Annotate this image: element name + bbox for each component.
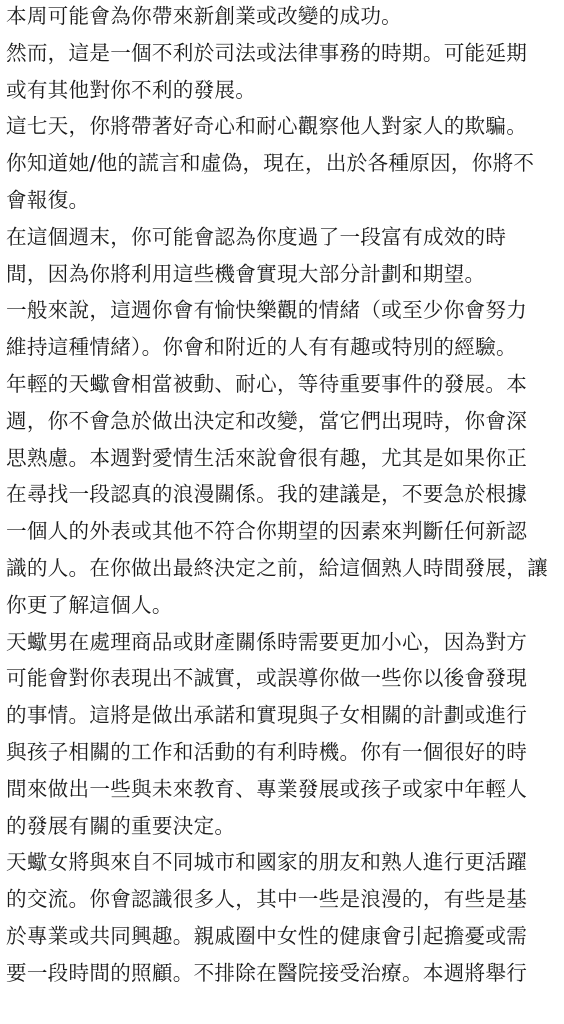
text-line: 可能會對你表現出不誠實，或誤導你做一些你以後會發現 [6,666,528,691]
text-line: 你知道她/他的謊言和虛偽，現在，出於各種原因，你將不 [6,151,535,176]
text-line: 你更了解這個人。 [6,592,173,617]
text-line: 一般來說，這週你會有愉快樂觀的情緒（或至少你會努力 [6,298,528,323]
text-line: 天蠍男在處理商品或財產關係時需要更加小心，因為對方 [6,629,528,654]
text-line: 與孩子相關的工作和活動的有利時機。你有一個很好的時 [6,739,528,764]
text-line: 在尋找一段認真的浪漫關係。我的建議是，不要急於根據 [6,482,528,507]
text-line: 的事情。這將是做出承諾和實現與子女相關的計劃或進行 [6,703,528,728]
text-line: 年輕的天蠍會相當被動、耐心，等待重要事件的發展。本 [6,371,528,396]
text-line: 要一段時間的照顧。不排除在醫院接受治療。本週將舉行 [6,960,528,985]
text-line: 於專業或共同興趣。親戚圈中女性的健康會引起擔憂或需 [6,923,528,948]
text-line: 然而，這是一個不利於司法或法律事務的時期。可能延期 [6,40,528,65]
text-line: 維持這種情緒）。你會和附近的人有有趣或特別的經驗。 [6,335,517,360]
text-line: 的發展有關的重要決定。 [6,813,236,838]
text-line: 本周可能會為你帶來新創業或改變的成功。 [6,4,403,28]
text-line: 週，你不會急於做出決定和改變，當它們出現時，你會深 [6,408,528,433]
text-line: 間來做出一些與未來教育、專業發展或孩子或家中年輕人 [6,776,528,801]
text-line: 天蠍女將與來自不同城市和國家的朋友和熟人進行更活躍 [6,850,528,875]
text-line: 的交流。你會認識很多人，其中一些是浪漫的，有些是基 [6,887,528,912]
text-line: 間，因為你將利用這些機會實現大部分計劃和期望。 [6,261,486,286]
text-line: 或有其他對你不利的發展。 [6,77,257,102]
text-line: 思熟慮。本週對愛情生活來說會很有趣，尤其是如果你正 [6,445,528,470]
text-line: 一個人的外表或其他不符合你期望的因素來判斷任何新認 [6,519,528,544]
text-line: 識的人。在你做出最終決定之前，給這個熟人時間發展，讓 [6,555,548,580]
text-line: 這七天，你將帶著好奇心和耐心觀察他人對家人的欺騙。 [6,114,528,139]
text-line: 在這個週末，你可能會認為你度過了一段富有成效的時 [6,224,507,249]
text-line: 會報復。 [6,187,90,212]
